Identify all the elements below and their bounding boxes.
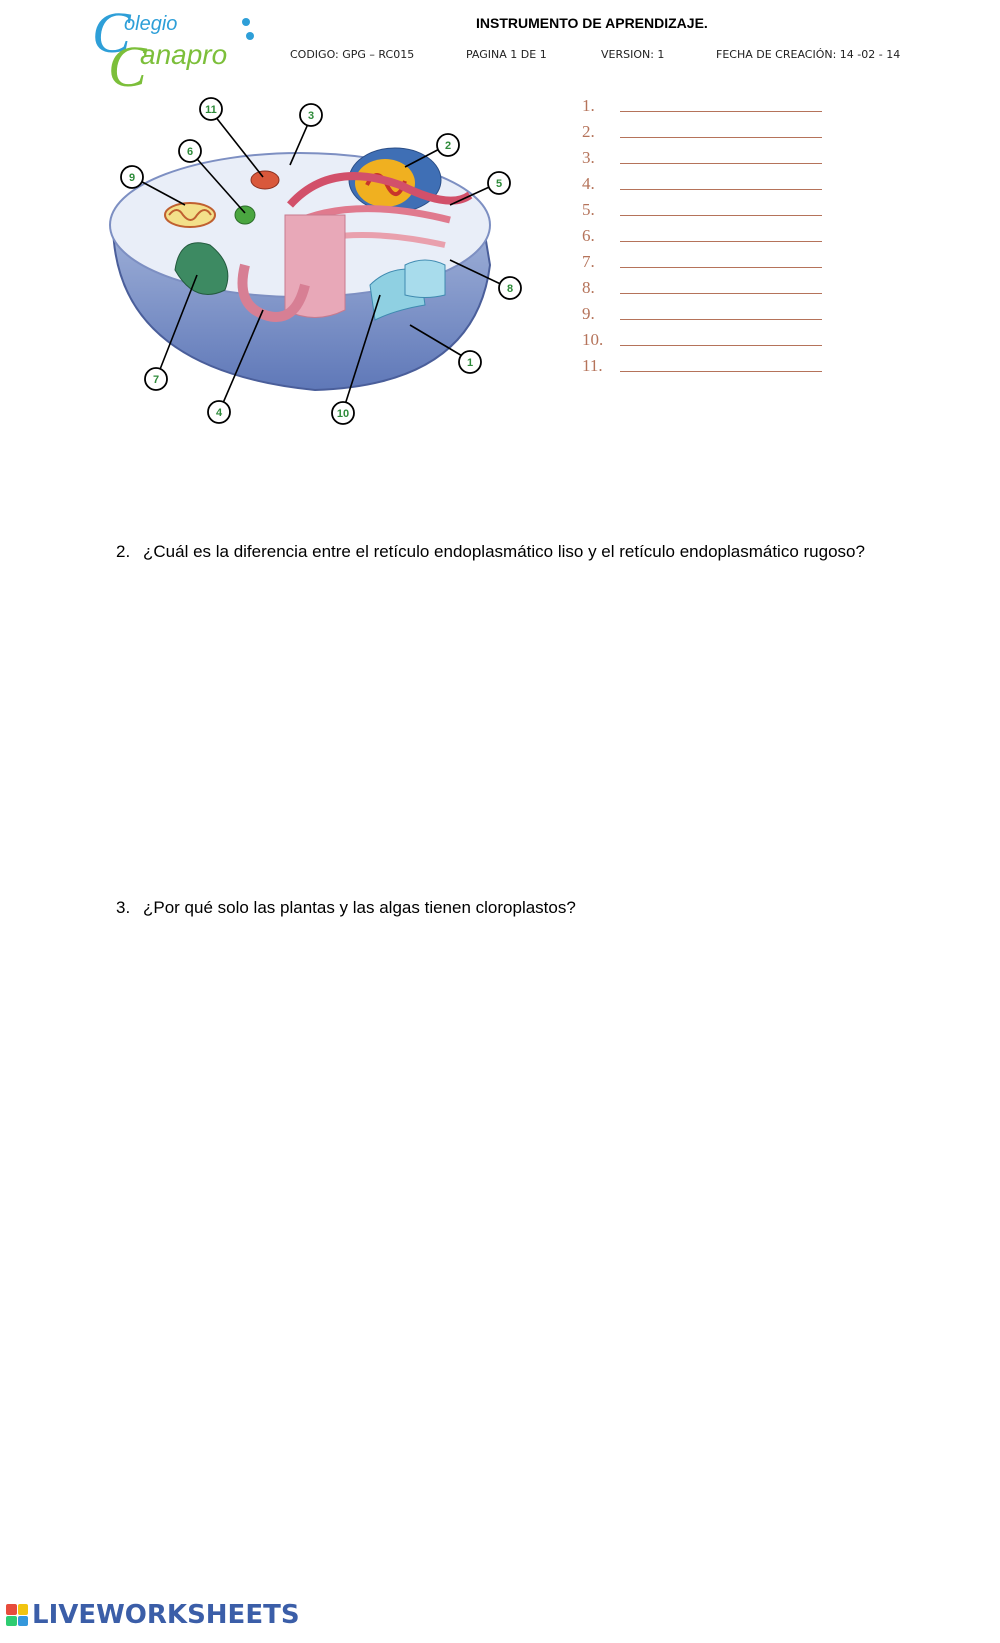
answer-blank[interactable] [620, 162, 822, 164]
answer-blank[interactable] [620, 344, 822, 346]
svg-text:3: 3 [307, 110, 315, 122]
liveworksheets-logo-icon [6, 1604, 28, 1626]
callout-11 [200, 98, 222, 120]
answer-blank[interactable] [620, 240, 822, 242]
callout-8 [499, 277, 521, 299]
document-code: CODIGO: GPG – RC015 [290, 48, 415, 61]
answer-number: 4. [582, 174, 595, 193]
svg-text:4: 4 [215, 407, 223, 419]
school-logo [90, 0, 270, 92]
callout-10 [332, 402, 354, 424]
answer-number: 9. [582, 304, 595, 323]
callout-6 [179, 140, 201, 162]
svg-text:7: 7 [152, 374, 160, 386]
answer-row [582, 246, 822, 272]
answer-number: 6. [582, 226, 595, 245]
liveworksheets-footer[interactable] [6, 1600, 300, 1630]
svg-text:C: C [108, 34, 147, 92]
answer-row [582, 350, 822, 376]
answer-row [582, 324, 822, 350]
answer-number: 7. [582, 252, 595, 271]
answer-blank[interactable] [620, 110, 822, 112]
callout-7 [145, 368, 167, 390]
answer-row [582, 272, 822, 298]
svg-text:10: 10 [336, 408, 350, 420]
question-text: ¿Por qué solo las plantas y las algas tienen cloroplastos? [143, 898, 576, 917]
answer-row [582, 90, 822, 116]
answer-number: 2. [582, 122, 595, 141]
question-number: 2. [116, 542, 131, 561]
document-page: PAGINA 1 DE 1 [466, 48, 547, 61]
svg-text:9: 9 [128, 172, 136, 184]
answer-row [582, 116, 822, 142]
answer-row [582, 298, 822, 324]
svg-text:2: 2 [444, 140, 452, 152]
answer-blank[interactable] [620, 370, 822, 372]
answer-blank[interactable] [620, 188, 822, 190]
svg-text:8: 8 [506, 283, 514, 295]
logo-word-canapro: anapro [140, 39, 228, 70]
answer-list [582, 90, 822, 376]
answer-number: 8. [582, 278, 595, 297]
answer-row [582, 168, 822, 194]
svg-text:11: 11 [205, 104, 217, 116]
answer-number: 3. [582, 148, 595, 167]
document-date: FECHA DE CREACIÓN: 14 -02 - 14 [716, 48, 901, 61]
svg-text:1: 1 [466, 357, 474, 369]
answer-row [582, 194, 822, 220]
document-version: VERSION: 1 [601, 48, 665, 61]
document-title: INSTRUMENTO DE APRENDIZAJE. [476, 15, 708, 31]
answer-blank[interactable] [620, 318, 822, 320]
answer-blank[interactable] [620, 136, 822, 138]
callout-3 [300, 104, 322, 126]
callout-1 [459, 351, 481, 373]
svg-text:C: C [92, 0, 131, 65]
answer-number: 5. [582, 200, 595, 219]
logo-word-colegio: olegio [124, 13, 178, 35]
cell-diagram [105, 95, 555, 450]
callout-5 [488, 172, 510, 194]
answer-number: 10. [582, 330, 604, 349]
question-text: ¿Cuál es la diferencia entre el retículo endoplasmático liso y el retículo endoplasmático rugoso? [143, 542, 865, 561]
callout-4 [208, 401, 230, 423]
liveworksheets-brand: LIVEWORKSHEETS [32, 1600, 300, 1630]
answer-row [582, 142, 822, 168]
answer-blank[interactable] [620, 214, 822, 216]
answer-row [582, 220, 822, 246]
question-number: 3. [116, 898, 131, 917]
svg-text:6: 6 [186, 146, 194, 158]
question-3 [116, 898, 576, 918]
answer-blank[interactable] [620, 266, 822, 268]
svg-text:5: 5 [495, 178, 503, 190]
answer-blank[interactable] [620, 292, 822, 294]
question-2 [116, 542, 865, 562]
answer-number: 11. [582, 356, 603, 375]
callout-9 [121, 166, 143, 188]
callout-2 [437, 134, 459, 156]
answer-number: 1. [582, 96, 595, 115]
